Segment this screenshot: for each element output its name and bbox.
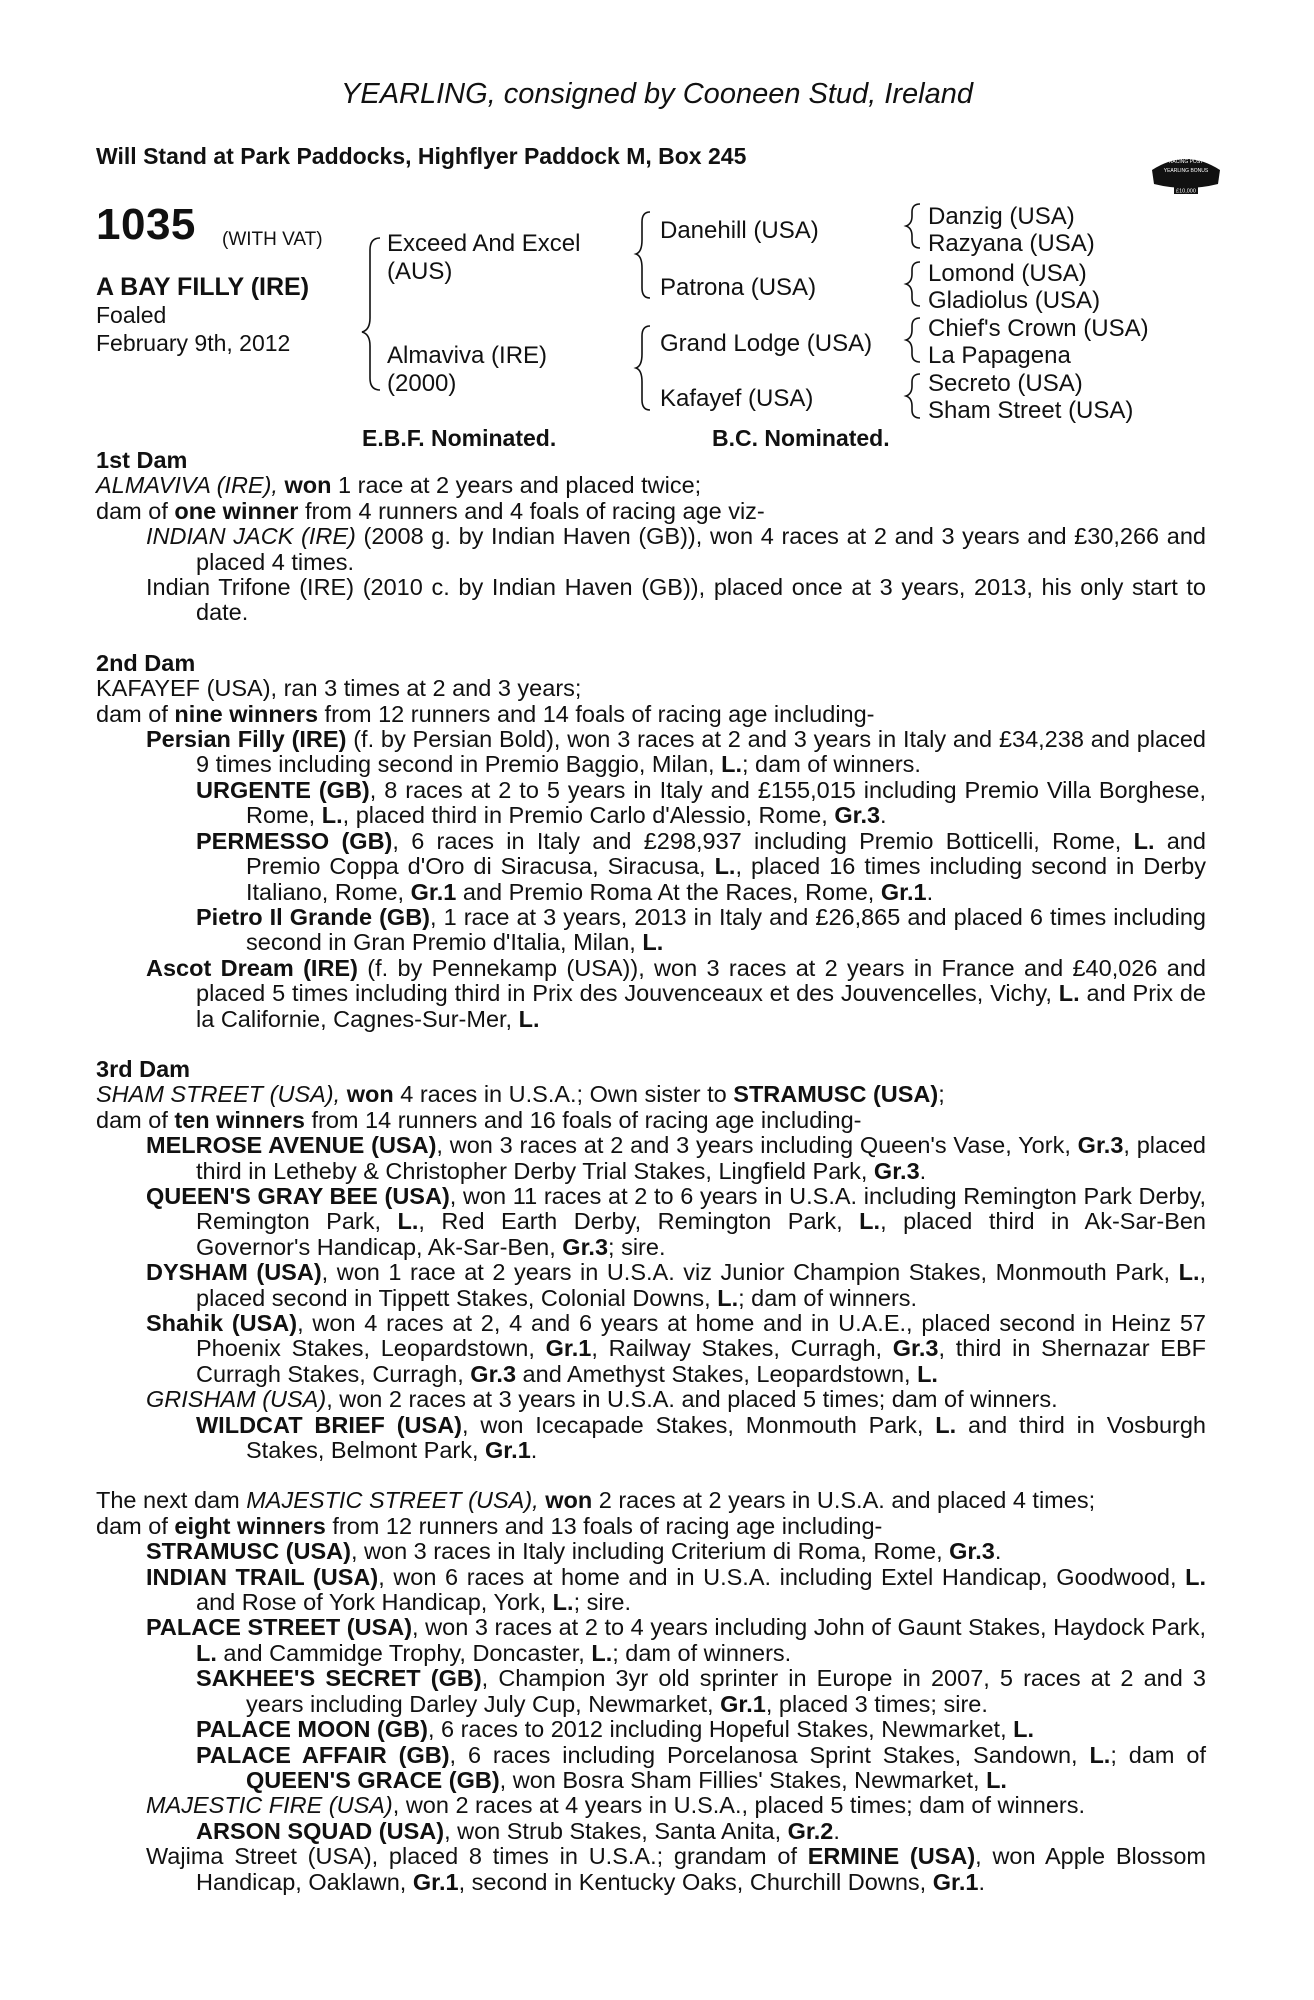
catalogue-body xyxy=(96,448,1206,1895)
dam2-entry-5: Ascot Dream (IRE) (f. by Pennekamp (USA)), won 3 races at 2 years in France and £40,026 and placed 5 times including third in Prix des Jouvenceaux et des Jouvencelles, Vichy, L. and Prix de la Californie, Cagnes-Sur-Mer, L. xyxy=(146,954,1206,1032)
dam2-entry-2: URGENTE (GB), 8 races at 2 to 5 years in Italy and £155,015 including Premio Villa Borghese, Rome, L., placed third in Premio Carlo d'Alessio, Rome, Gr.3. xyxy=(196,776,1206,829)
dam4-entry-4: SAKHEE'S SECRET (GB), Champion 3yr old sprinter in Europe in 2007, 5 races at 2 and 3 years including Darley July Cup, Newmarket, Gr.1, placed 3 times; sire. xyxy=(196,1665,1206,1717)
dam2-line1: KAFAYEF (USA), ran 3 times at 2 and 3 years; xyxy=(96,675,582,702)
horse-description: A BAY FILLY (IRE) xyxy=(96,273,310,301)
dam-year: (2000) xyxy=(387,370,457,397)
dam2-line2: dam of nine winners from 12 runners and 14 foals of racing age including- xyxy=(96,700,875,727)
ebf-nominated: E.B.F. Nominated. xyxy=(362,425,557,451)
gen3-7: Secreto (USA) xyxy=(928,370,1083,397)
dam3-entry-2: QUEEN'S GRAY BEE (USA), won 11 races at 2 to 6 years in U.S.A. including Remington Park Derby, Remington Park, L., Red Earth Derby, Remington Park, L., placed third in Ak-Sar-Ben Governor's Handicap, Ak-Sar-Ben, Gr.3; sire. xyxy=(146,1182,1207,1260)
dam4-entry-9: Wajima Street (USA), placed 8 times in U.S.A.; grandam of ERMINE (USA), won Apple Blossom Handicap, Oaklawn, Gr.1, second in Kentucky Oaks, Churchill Downs, Gr.1. xyxy=(146,1843,1206,1895)
dam3-line2: dam of ten winners from 14 runners and 16 foals of racing age including- xyxy=(96,1106,862,1133)
dam4-entry-1: STRAMUSC (USA), won 3 races in Italy including Criterium di Roma, Rome, Gr.3. xyxy=(146,1538,1002,1565)
dam4-entry-5: PALACE MOON (GB), 6 races to 2012 including Hopeful Stakes, Newmarket, L. xyxy=(196,1716,1035,1743)
gen3-4: Gladiolus (USA) xyxy=(928,287,1101,314)
sire-dam: Patrona (USA) xyxy=(660,274,817,301)
lot-number: 1035 xyxy=(96,200,196,249)
page-title: YEARLING, consigned by Cooneen Stud, Ireland xyxy=(341,78,973,110)
dam1-heading: 1st Dam xyxy=(96,447,188,473)
gen3-2: Razyana (USA) xyxy=(928,230,1095,257)
dam-dam: Kafayef (USA) xyxy=(660,385,814,412)
dam1-line1: ALMAVIVA (IRE), won 1 race at 2 years and placed twice; xyxy=(96,472,702,499)
dam4-entry-2: INDIAN TRAIL (USA), won 6 races at home and in U.S.A. including Extel Handicap, Goodwood, L. and Rose of York Handicap, York, L.; sire. xyxy=(146,1563,1206,1616)
dam4-entry-8: ARSON SQUAD (USA), won Strub Stakes, Santa Anita, Gr.2. xyxy=(196,1817,840,1844)
dam4-line1: The next dam MAJESTIC STREET (USA), won 2 races at 2 years in U.S.A. and placed 4 times; xyxy=(96,1487,1096,1514)
vat-note: (WITH VAT) xyxy=(222,229,323,250)
badge-line2: YEARLING BONUS xyxy=(1163,168,1209,174)
gen3-5: Chief's Crown (USA) xyxy=(928,315,1149,342)
dam1-progeny-2: Indian Trifone (IRE) (2010 c. by Indian Haven (GB)), placed once at 3 years, 2013, his only start to date. xyxy=(146,574,1206,626)
dam4-entry-3: PALACE STREET (USA), won 3 races at 2 to 4 years including John of Gaunt Stakes, Haydock Park, L. and Cammidge Trophy, Doncaster, L.; dam of winners. xyxy=(146,1614,1206,1666)
dam2-entry-3: PERMESSO (GB), 6 races in Italy and £298,937 including Premio Botticelli, Rome, L. and Premio Coppa d'Oro di Siracusa, Siracusa, L., placed 16 times including second in Derby Italiano, Rome, Gr.1 and Premio Roma At the Races, Rome, Gr.1. xyxy=(196,827,1206,905)
dam3-entry-1: MELROSE AVENUE (USA), won 3 races at 2 and 3 years including Queen's Vase, York, Gr.3, placed third in Letheby & Christopher Derby Trial Stakes, Lingfield Park, Gr.3. xyxy=(146,1132,1206,1184)
dam2-entry-1: Persian Filly (IRE) (f. by Persian Bold), won 3 races at 2 and 3 years in Italy and £34,238 and placed 9 times including second in Premio Baggio, Milan, L.; dam of winners. xyxy=(146,726,1206,778)
foaled-label: Foaled xyxy=(96,302,167,328)
dam3-heading: 3rd Dam xyxy=(96,1055,191,1082)
dam2-entry-4: Pietro Il Grande (GB), 1 race at 3 years, 2013 in Italy and £26,865 and placed 6 times including second in Gran Premio d'Italia, Milan, L. xyxy=(196,903,1207,956)
gen3-6: La Papagena xyxy=(928,342,1071,369)
dam-sire: Grand Lodge (USA) xyxy=(660,330,873,357)
badge-line3: £10,000 xyxy=(1176,188,1196,195)
pedigree-braces xyxy=(0,0,1314,440)
sire-origin: (AUS) xyxy=(387,258,453,285)
dam3-entry-5: GRISHAM (USA), won 2 races at 3 years in U.S.A. and placed 5 times; dam of winners. xyxy=(146,1386,1058,1413)
dam1-line2: dam of one winner from 4 runners and 4 foals of racing age viz- xyxy=(96,497,765,524)
bc-nominated: B.C. Nominated. xyxy=(712,425,890,451)
sire-sire: Danehill (USA) xyxy=(660,217,819,244)
dam2-heading: 2nd Dam xyxy=(96,649,196,676)
gen3-8: Sham Street (USA) xyxy=(928,397,1134,424)
foaled-date: February 9th, 2012 xyxy=(96,330,291,356)
gen3-1: Danzig (USA) xyxy=(928,203,1075,230)
stand-location: Will Stand at Park Paddocks, Highflyer Paddock M, Box 245 xyxy=(96,143,747,169)
sire-name: Exceed And Excel xyxy=(387,230,581,257)
dam4-entry-7: MAJESTIC FIRE (USA), won 2 races at 4 years in U.S.A., placed 5 times; dam of winners. xyxy=(146,1792,1086,1819)
dam1-progeny-1: INDIAN JACK (IRE) (2008 g. by Indian Haven (GB)), won 4 races at 2 and 3 years and £30,266 and placed 4 times. xyxy=(146,523,1206,575)
dam4-entry-6: PALACE AFFAIR (GB), 6 races including Porcelanosa Sprint Stakes, Sandown, L.; dam of QUEEN'S GRACE (GB), won Bosra Sham Fillies' Stakes, Newmarket, L. xyxy=(196,1741,1206,1793)
badge-line1: RACING POST xyxy=(1168,159,1204,165)
gen3-3: Lomond (USA) xyxy=(928,260,1087,287)
dam-name: Almaviva (IRE) xyxy=(387,342,548,369)
dam3-entry-3: DYSHAM (USA), won 1 race at 2 years in U.S.A. viz Junior Champion Stakes, Monmouth Park, L., placed second in Tippett Stakes, Colonial Downs, L.; dam of winners. xyxy=(146,1259,1207,1311)
dam3-entry-4: Shahik (USA), won 4 races at 2, 4 and 6 years at home and in U.A.E., placed second in Heinz 57 Phoenix Stakes, Leopardstown, Gr.1, Railway Stakes, Curragh, Gr.3, third in Shernazar EBF Curragh Stakes, Curragh, Gr.3 and Amethyst Stakes, Leopardstown, L. xyxy=(146,1310,1206,1387)
dam3-entry-6: WILDCAT BRIEF (USA), won Icecapade Stakes, Monmouth Park, L. and third in Vosburgh Stakes, Belmont Park, Gr.1. xyxy=(196,1411,1206,1464)
dam4-line2: dam of eight winners from 12 runners and 13 foals of racing age including- xyxy=(96,1512,883,1539)
dam3-line1: SHAM STREET (USA), won 4 races in U.S.A.; Own sister to STRAMUSC (USA); xyxy=(96,1081,945,1108)
